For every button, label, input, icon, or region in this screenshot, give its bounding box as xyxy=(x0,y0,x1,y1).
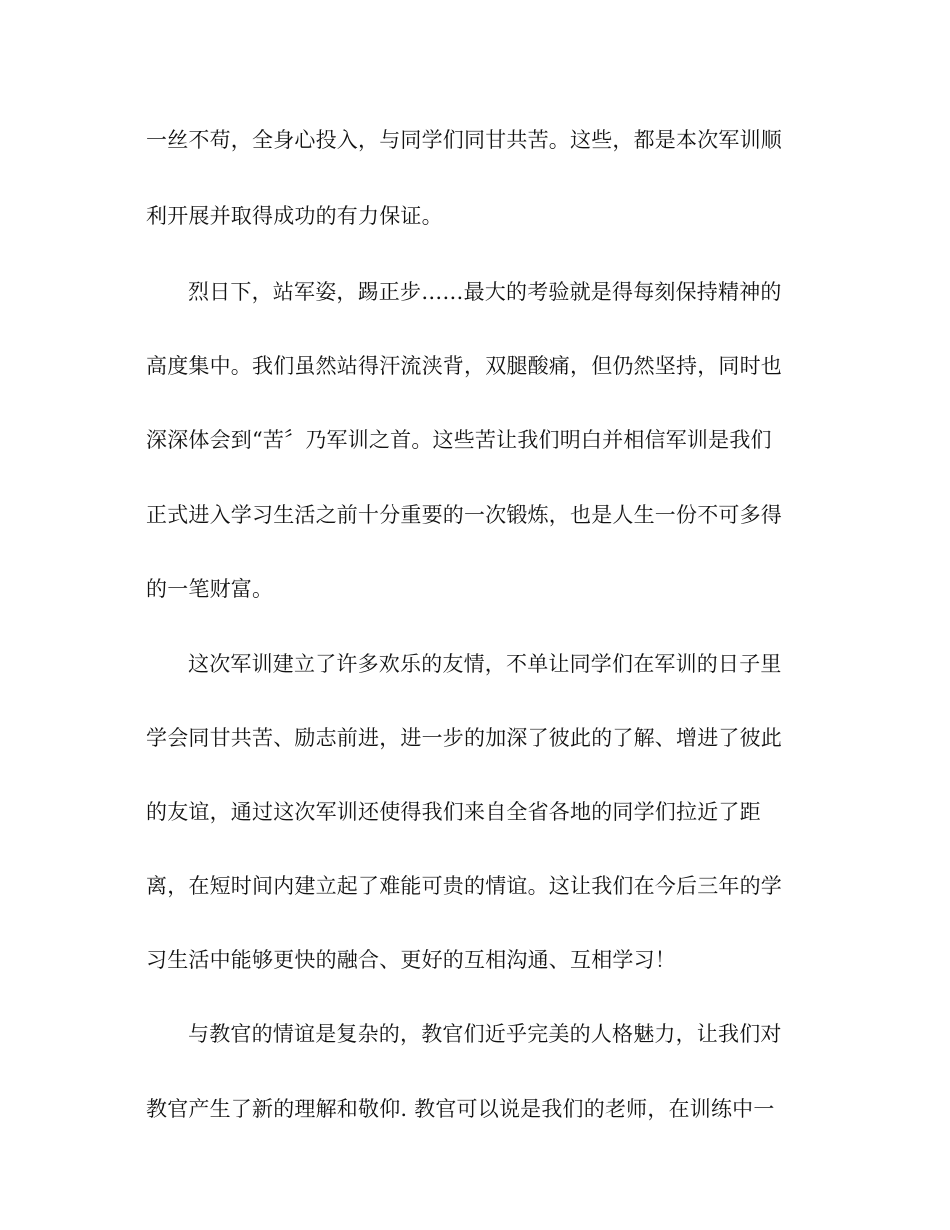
paragraph-first-line: 这次军训建立了许多欢乐的友情，不单让同学们在军训的日子里 xyxy=(188,652,782,676)
text-line: 一丝不苟，全身心投入，与同学们同甘共苦。这些，都是本次军训顺 xyxy=(146,128,782,152)
paragraph-first-line: 烈日下，站军姿，踢正步……最大的考验就是得每刻保持精神的 xyxy=(188,280,782,304)
text-line: 教官产生了新的理解和敬仰. 教官可以说是我们的老师，在训练中一 xyxy=(146,1097,775,1121)
text-line: 离，在短时间内建立起了难能可贵的情谊。这让我们在今后三年的学 xyxy=(146,874,782,898)
text-line: 学会同甘共苦、励志前进，进一步的加深了彼此的了解、增进了彼此 xyxy=(146,726,782,750)
text-line: 的友谊，通过这次军训还使得我们来自全省各地的同学们拉近了距 xyxy=(146,800,761,824)
text-line: 的一笔财富。 xyxy=(146,577,274,601)
text-line: 正式进入学习生活之前十分重要的一次锻炼，也是人生一份不可多得 xyxy=(146,503,782,527)
paragraph-first-line: 与教官的情谊是复杂的，教官们近乎完美的人格魅力，让我们对 xyxy=(188,1022,782,1046)
text-line: 利开展并取得成功的有力保证。 xyxy=(146,204,443,228)
text-line: 深深体会到“苦〞乃军训之首。这些苦让我们明白并相信军训是我们 xyxy=(146,428,772,452)
text-line: 习生活中能够更快的融合、更好的互相沟通、互相学习！ xyxy=(146,948,676,972)
text-line: 高度集中。我们虽然站得汗流浃背，双腿酸痛，但仍然坚持，同时也 xyxy=(146,354,782,378)
